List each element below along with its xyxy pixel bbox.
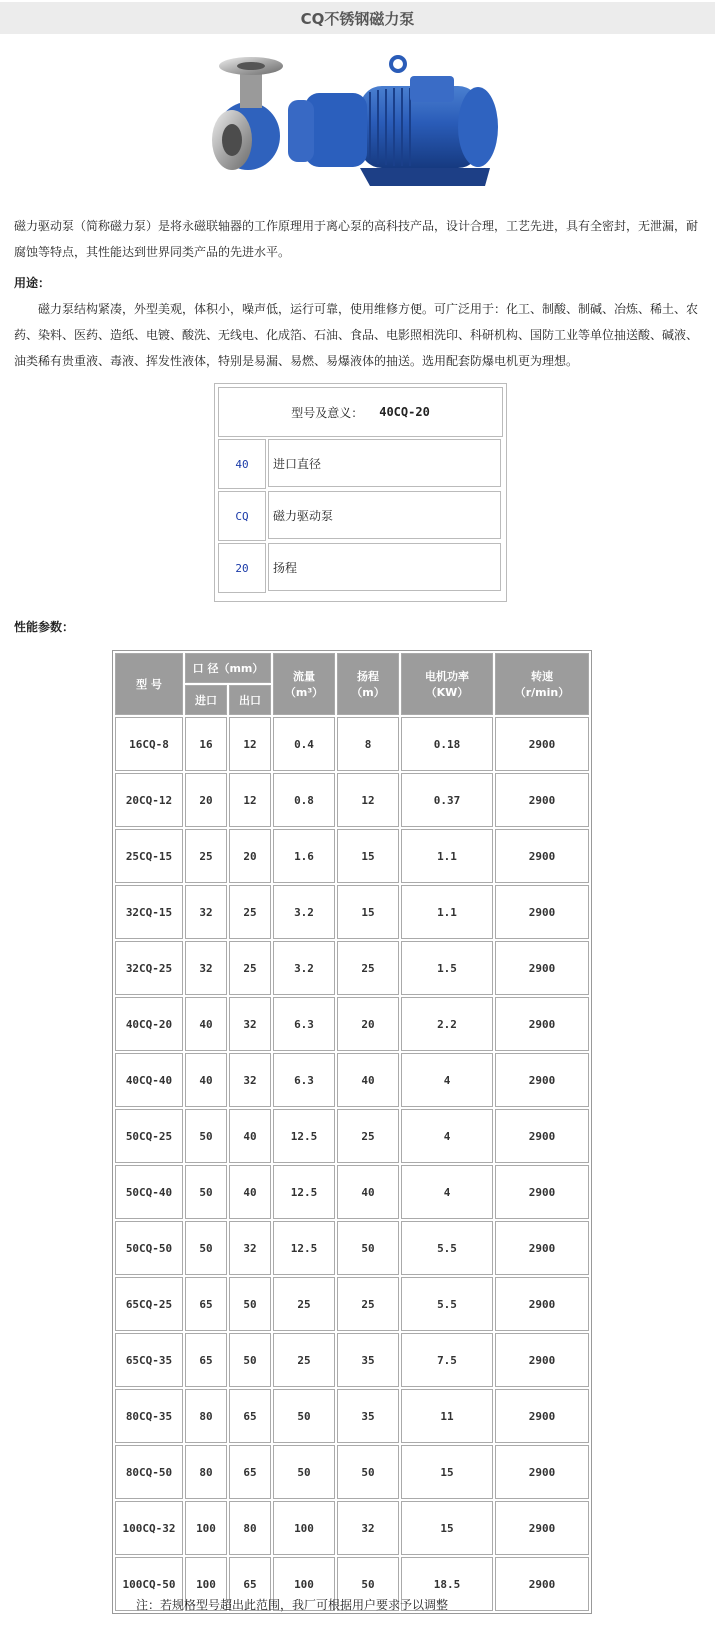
- table-cell: 12.5: [273, 1109, 335, 1163]
- table-cell: 50: [273, 1389, 335, 1443]
- table-cell: 50: [185, 1221, 227, 1275]
- table-cell: 100CQ-32: [115, 1501, 183, 1555]
- header-head-label: 扬程: [357, 670, 379, 683]
- header-power-label: 电机功率: [425, 670, 469, 683]
- table-cell: 100: [185, 1557, 227, 1611]
- header-head: [337, 653, 399, 715]
- table-cell: 0.18: [401, 717, 493, 771]
- table-cell: 80CQ-35: [115, 1389, 183, 1443]
- table-row: [115, 773, 589, 827]
- table-row: [115, 1165, 589, 1219]
- table-cell: 40: [229, 1165, 271, 1219]
- table-cell: 2900: [495, 997, 589, 1051]
- table-cell: 2900: [495, 1053, 589, 1107]
- table-row: [115, 1333, 589, 1387]
- table-cell: 65CQ-25: [115, 1277, 183, 1331]
- model-meaning-header: [218, 387, 503, 437]
- table-cell: 50: [273, 1445, 335, 1499]
- table-cell: 15: [401, 1445, 493, 1499]
- table-cell: 40CQ-20: [115, 997, 183, 1051]
- table-cell: 3.2: [273, 885, 335, 939]
- table-cell: 25: [337, 941, 399, 995]
- table-cell: 2900: [495, 1501, 589, 1555]
- model-code-cell: 40: [218, 439, 266, 489]
- table-cell: 2900: [495, 1165, 589, 1219]
- table-cell: 3.2: [273, 941, 335, 995]
- table-cell: 40: [229, 1109, 271, 1163]
- table-cell: 2900: [495, 717, 589, 771]
- table-cell: 11: [401, 1389, 493, 1443]
- table-cell: 12: [229, 773, 271, 827]
- table-cell: 40: [337, 1053, 399, 1107]
- table-cell: 65: [185, 1333, 227, 1387]
- table-cell: 2900: [495, 829, 589, 883]
- table-cell: 25: [229, 885, 271, 939]
- table-cell: 20CQ-12: [115, 773, 183, 827]
- model-desc-cell: 磁力驱动泵: [268, 491, 501, 539]
- table-row: [115, 941, 589, 995]
- table-cell: 12: [337, 773, 399, 827]
- table-cell: 40: [337, 1165, 399, 1219]
- model-desc-cell: 进口直径: [268, 439, 501, 487]
- table-row: [115, 1277, 589, 1331]
- table-cell: 32: [229, 997, 271, 1051]
- table-cell: 0.37: [401, 773, 493, 827]
- table-cell: 2900: [495, 885, 589, 939]
- page-title: CQ不锈钢磁力泵: [0, 2, 715, 34]
- table-cell: 6.3: [273, 1053, 335, 1107]
- table-cell: 15: [401, 1501, 493, 1555]
- header-caliber: 口 径（mm）: [185, 653, 271, 683]
- table-cell: 1.1: [401, 885, 493, 939]
- table-cell: 50: [229, 1277, 271, 1331]
- table-cell: 32: [229, 1221, 271, 1275]
- table-cell: 4: [401, 1165, 493, 1219]
- table-cell: 65: [229, 1389, 271, 1443]
- table-row: [115, 1389, 589, 1443]
- model-meaning-example: 40CQ-20: [379, 405, 430, 419]
- table-cell: 32: [229, 1053, 271, 1107]
- table-cell: 25: [229, 941, 271, 995]
- table-cell: 18.5: [401, 1557, 493, 1611]
- table-cell: 2900: [495, 1221, 589, 1275]
- table-cell: 4: [401, 1053, 493, 1107]
- table-row: [115, 1221, 589, 1275]
- table-cell: 15: [337, 829, 399, 883]
- table-cell: 20: [229, 829, 271, 883]
- table-cell: 50CQ-25: [115, 1109, 183, 1163]
- table-cell: 2900: [495, 1333, 589, 1387]
- table-cell: 80: [185, 1389, 227, 1443]
- table-cell: 7.5: [401, 1333, 493, 1387]
- table-row: [115, 997, 589, 1051]
- table-row: [115, 1501, 589, 1555]
- header-speed: [495, 653, 589, 715]
- table-row: [115, 1053, 589, 1107]
- table-row: [115, 885, 589, 939]
- table-cell: 25: [185, 829, 227, 883]
- table-row: [115, 829, 589, 883]
- table-cell: 25: [337, 1277, 399, 1331]
- table-cell: 100: [273, 1557, 335, 1611]
- table-cell: 2900: [495, 1109, 589, 1163]
- table-row: [115, 717, 589, 771]
- table-cell: 12: [229, 717, 271, 771]
- table-cell: 1.5: [401, 941, 493, 995]
- pump-product-image: [210, 48, 510, 198]
- table-cell: 35: [337, 1389, 399, 1443]
- table-cell: 50: [185, 1109, 227, 1163]
- table-cell: 50: [337, 1557, 399, 1611]
- table-cell: 2900: [495, 941, 589, 995]
- table-cell: 50: [229, 1333, 271, 1387]
- header-power-unit: （KW）: [425, 686, 469, 699]
- header-model: 型 号: [115, 653, 183, 715]
- table-cell: 40: [185, 1053, 227, 1107]
- header-head-unit: （m）: [351, 686, 385, 699]
- table-cell: 2900: [495, 1389, 589, 1443]
- table-row: [115, 1109, 589, 1163]
- table-cell: 100CQ-50: [115, 1557, 183, 1611]
- performance-heading: 性能参数：: [14, 620, 75, 634]
- header-speed-label: 转速: [531, 670, 553, 683]
- table-row: [115, 1445, 589, 1499]
- table-cell: 35: [337, 1333, 399, 1387]
- table-cell: 65: [229, 1557, 271, 1611]
- model-code-cell: 20: [218, 543, 266, 593]
- table-cell: 25: [273, 1277, 335, 1331]
- header-flow-label: 流量: [293, 670, 315, 683]
- table-cell: 32CQ-15: [115, 885, 183, 939]
- table-cell: 20: [185, 773, 227, 827]
- table-cell: 4: [401, 1109, 493, 1163]
- table-cell: 2900: [495, 1445, 589, 1499]
- table-cell: 40: [185, 997, 227, 1051]
- table-cell: 100: [185, 1501, 227, 1555]
- table-cell: 2.2: [401, 997, 493, 1051]
- table-cell: 80: [229, 1501, 271, 1555]
- table-cell: 25: [337, 1109, 399, 1163]
- table-cell: 0.8: [273, 773, 335, 827]
- table-cell: 32: [185, 885, 227, 939]
- model-code-cell: CQ: [218, 491, 266, 541]
- table-cell: 15: [337, 885, 399, 939]
- table-cell: 25: [273, 1333, 335, 1387]
- table-cell: 65: [229, 1445, 271, 1499]
- table-cell: 2900: [495, 1277, 589, 1331]
- table-cell: 25CQ-15: [115, 829, 183, 883]
- table-cell: 32: [185, 941, 227, 995]
- table-cell: 80: [185, 1445, 227, 1499]
- table-cell: 2900: [495, 1557, 589, 1611]
- table-cell: 12.5: [273, 1165, 335, 1219]
- table-cell: 50CQ-40: [115, 1165, 183, 1219]
- table-cell: 50CQ-50: [115, 1221, 183, 1275]
- table-cell: 40CQ-40: [115, 1053, 183, 1107]
- header-power: [401, 653, 493, 715]
- model-desc-cell: 扬程: [268, 543, 501, 591]
- table-cell: 50: [337, 1445, 399, 1499]
- header-inlet: 进口: [185, 685, 227, 715]
- performance-table-body: [115, 717, 589, 1611]
- table-cell: 65CQ-35: [115, 1333, 183, 1387]
- footnote: 注：若规格型号超出此范围，我厂可根据用户要求予以调整: [136, 1598, 449, 1612]
- table-cell: 50: [185, 1165, 227, 1219]
- table-cell: 16: [185, 717, 227, 771]
- table-cell: 16CQ-8: [115, 717, 183, 771]
- table-cell: 80CQ-50: [115, 1445, 183, 1499]
- table-cell: 32CQ-25: [115, 941, 183, 995]
- header-speed-unit: （r/min）: [514, 686, 570, 699]
- table-cell: 20: [337, 997, 399, 1051]
- table-cell: 0.4: [273, 717, 335, 771]
- table-cell: 6.3: [273, 997, 335, 1051]
- usage-paragraph: 磁力泵结构紧凑，外型美观，体积小，噪声低，运行可靠，使用维修方便。可广泛用于：化工、制酸、制碱、冶炼、稀土、农药、染料、医药、造纸、电镀、酸洗、无线电、化成箔、石油、食品、电影照相洗印、科研机构、国防工业等单位抽送酸、碱液、油类稀有贵重液、毒液、挥发性液体，特别是易漏、易燃、易爆液体的抽送。选用配套防爆电机更为理想。: [14, 302, 699, 368]
- table-cell: 5.5: [401, 1277, 493, 1331]
- table-cell: 8: [337, 717, 399, 771]
- table-cell: 50: [337, 1221, 399, 1275]
- header-flow: [273, 653, 335, 715]
- table-cell: 2900: [495, 773, 589, 827]
- usage-heading: 用途：: [14, 276, 51, 290]
- intro-paragraph: 磁力驱动泵（简称磁力泵）是将永磁联轴器的工作原理用于离心泵的高科技产品，设计合理，工艺先进，具有全密封，无泄漏，耐腐蚀等特点，其性能达到世界同类产品的先进水平。: [14, 219, 699, 259]
- table-cell: 65: [185, 1277, 227, 1331]
- model-meaning-label: 型号及意义：: [291, 405, 364, 420]
- header-flow-unit: （m³）: [284, 686, 324, 699]
- table-cell: 12.5: [273, 1221, 335, 1275]
- table-cell: 5.5: [401, 1221, 493, 1275]
- table-cell: 100: [273, 1501, 335, 1555]
- performance-table: [112, 650, 592, 1614]
- table-cell: 32: [337, 1501, 399, 1555]
- model-meaning-box: [214, 383, 507, 602]
- header-outlet: 出口: [229, 685, 271, 715]
- table-cell: 1.6: [273, 829, 335, 883]
- table-cell: 1.1: [401, 829, 493, 883]
